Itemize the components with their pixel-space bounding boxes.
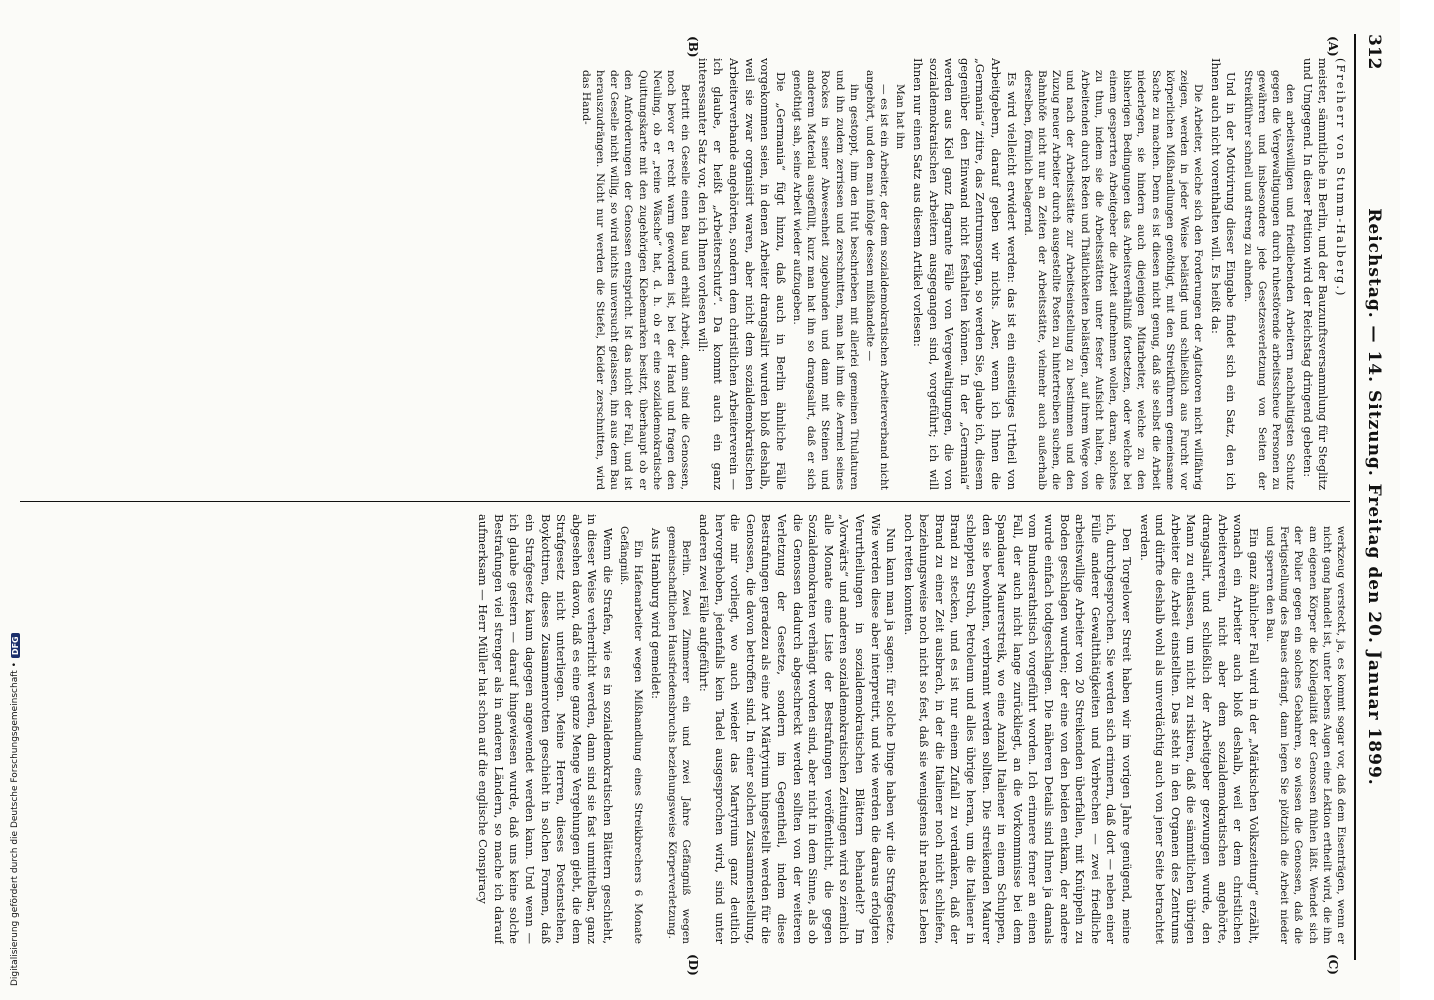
- paragraph: Aus Hamburg wird gemeldet:: [649, 528, 663, 699]
- paragraph: Die „Germania“ fügt hinzu, daß auch in Berlin ähnliche Fälle vorgekommen seien, in denen Arbeiter drangsalirt wurden bloß deshalb, weil sie zwar organisirt waren, aber nicht dem sozialdemokratischen Arbeiterverbande angehörten, sondern dem christlichen Arbeiterverein — ich glaube, er heißt „Arbeiterschutz“. Da kommt auch ein ganz interessanter Satz vor, den ich Ihnen vorlesen will:: [695, 58, 788, 490]
- dfg-logo: DFG: [11, 633, 20, 658]
- paragraph: Nun kann man ja sagen: für solche Dinge haben wir die Strafgesetze. Wie werden diese aber interpretirt, und wie werden die daraus erfolgten Verurtheilungen in sozialdemokratischen Blättern behandelt? Im „Vorwärts“ und anderen sozialdemokratischen Zeitungen wird so ziemlich alle Monate eine Liste der Bestrafungen veröffentlicht, die gegen Sozialdemokraten verhängt worden sind, aber nicht in dem Sinne, als ob die Genossen dadurch abgeschreckt werden sollten von der weiteren Verletzung der Gesetze, sondern im Gegentheil, indem diese Bestrafungen geradezu als eine Art Märtyrium hingestellt werden für die Genossen, die davon betroffen sind. In einer solchen Zusammenstellung, die mir vorliegt, wo auch wieder das Martyrium ganz deutlich hervorgehoben, jedenfalls kein Tadel ausgesprochen wird, sind unter anderen zwei Fälle aufgeführt:: [697, 514, 899, 944]
- paragraph: Ein ganz ähnlicher Fall wird in der „Märkischen Volkszeitung“ erzählt, wonach ein Arbeiter auch bloß deshalb, weil er dem christlichen Arbeiterverein, nicht aber dem sozialdemokratischen angehörte, drangsalirt, und schließlich der Arbeitgeber gezwungen wurde, den Mann zu entlassen, um nicht zu riskiren, daß die sämmtlichen übrigen Arbeiter die Arbeit einstellten. Das steht in den Organen des Zentrums und dürfte deshalb wohl als unverdächtig auch von jener Seite betrachtet werden.: [1137, 514, 1261, 944]
- paragraph: Den Torgelower Streit haben wir im vorigen Jahre genügend, meine ich, durchgesprochen. Sie werden sich erinnern, daß dort — neben einer Fülle anderer Gewaltthätigkeiten und Verbrechen — zwei friedliche arbeitswillige Arbeiter von 20 Streikenden überfallen, mit Knüppeln zu Boden geschlagen wurden; der eine von den beiden entkam, der andere wurde einfach todtgeschlagen. Die näheren Details sind Ihnen ja damals vom Bundesrathstisch vorgeführt worden. Ich erinnere ferner an einen Fall, der auch nicht lange zurückliegt, an die Vorkommnisse bei dem Spandauer Maurerstreik, wo eine Anzahl Italiener in einem Schuppen, den sie bewohnten, verbrannt werden sollten. Die streikenden Maurer schleppten Stroh, Petroleum und alles übrige heran, um die Italiener in Brand zu stecken, und es ist nur einem Zufall zu verdanken, daß der Brand zu einer Zeit ausbrach, in der die Italiener noch nicht schliefen, beziehungsweise noch nicht so fest, daß sie wenigstens ihr nacktes Leben noch retten konnten.: [901, 514, 1135, 944]
- margin-marker-c: (C): [1326, 954, 1340, 975]
- paragraph: Wenn die Strafen, wie es in sozialdemokratischen Blättern geschieht, in dieser Weise verherrlicht werden, dann sind sie fast unmittelbar, ganz abgesehen davon, daß es eine ganze Menge Vergehungen giebt, die dem Strafgesetz nicht unterliegen. Meine Herren, dieses Postenstehen, Boykottiren, dieses Zusammenrotten geschieht in solchen Formen, daß ein Strafgesetz kaum dagegen angewendet werden kann. Und wenn — ich glaube gestern — darauf hingewiesen wurde, daß uns keine solche Bestrafungen viel strenger als in anderen Ländern, so mache ich darauf aufmerksam — Herr Müller hat schon auf die englische Conspiracy: [476, 514, 615, 944]
- paragraph: meister, sämmtliche in Berlin, und der Bauzunftsversammlung für Steglitz und Umgegend. In dieser Petition wird der Reichstag dringend gebeten:: [1300, 58, 1331, 490]
- right-column: [20, 514, 1348, 944]
- margin-marker-a: (A): [1326, 36, 1340, 57]
- paragraph: Und in der Motivirung dieser Eingabe findet sich ein Satz, den ich Ihnen auch nicht vorenthalten will. Es heißt da:: [1208, 58, 1239, 490]
- quote-paragraph: Ein Hafenarbeiter wegen Mißhandlung eines Streikbrechers 6 Monate Gefängniß.: [618, 526, 645, 944]
- left-column: [20, 58, 1348, 490]
- quote-paragraph: Betritt ein Geselle einen Bau und erhält Arbeit, dann sind die Genossen, noch bevor er recht warm geworden ist, bei der Hand und fragen den Neuling, ob er „reine Wäsche“ hat, d. h. ob er eine sozialdemokratische Quittungskarte mit den zugehörigen Klebemarken besitzt, überhaupt ob er den Anforderungen der Genossen entspricht. Ist das nicht der Fall, und ist der Geselle nicht willig, so wird nichts unversucht gelassen, ihn aus dem Bau herauszudrängen. Nicht nur werden die Stiefel, Kleider zerschnitten, wird das Hand-: [579, 70, 692, 490]
- quote-paragraph: Die Arbeiter, welche sich den Forderungen der Agitatoren nicht willfährig zeigen, werden in jeder Weise belästigt und schließlich aus Furcht vor körperlichen Mißhandlungen genöthigt, mit den Streikführern gemeinsame Sache zu machen. Denn es ist diesen nicht genug, daß sie selbst die Arbeit niederlegen, sie hindern auch diejenigen Mitarbeiter, welche zu den bisherigen Bedingungen das Arbeitsverhältniß fortsetzen, oder welche bei einem gesperrten Arbeitgeber die Arbeit aufnehmen wollen, daran, solches zu thun, indem sie die Arbeitsstätten unter fester Aufsicht halten, die Arbeitenden durch Reden und Thätlichkeiten belästigen, auf ihrem Wege von und nach der Arbeitsstätte zur Arbeitseinstellung zu bestimmen und den Zuzug neuer Arbeiter durch ausgestellte Posten zu hintertreiben suchen, die Bahnhöfe nicht nur an Zeiten der Arbeitsstätte, vielmehr auch außerhalb derselben, förmlich belagernd.: [1021, 70, 1205, 490]
- speaker-name: (Freiherr von Stumm-Halberg.): [1334, 58, 1348, 298]
- paragraph: Es wird vielleicht erwidert werden: das ist ein einseitiges Urtheil von Arbeitgebern, darauf geben wir nichts. Aber, wenn ich Ihnen die „Germania“ zitire, das Zentrumsorgan, so werden Sie, glaube ich, diesem gegenüber den Einwand nicht festhalten können. In der „Germania“ werden aus Kiel ganz flagrante Fälle von Vergewaltigungen, die von sozialdemokratischen Arbeitern ausgegangen sind, vorgeführt; ich will Ihnen nur einen Satz aus diesem Artikel vorlesen:: [911, 58, 1019, 490]
- page-header: [1354, 34, 1390, 960]
- quote-paragraph: — es ist ein Arbeiter, der dem sozialdemokratischen Arbeiterverband nicht angehört, und den man infolge dessen mißhandelte —: [864, 70, 891, 490]
- quote-paragraph: Berlin. Zwei Zimmerer ein und zwei Jahre Gefängniß wegen gemeinschaftlichen Hausfriedensbruchs beziehungsweise Körperverletzung.: [666, 526, 693, 944]
- quote-paragraph: ihn gestoppt, ihm den Hut beschrieben mit allerlei gemeinen Titulaturen und ihn zudem zerrissen und zerschnitten, man hat ihm die Aermel seines Rockes in seiner Abwesenheit zugebunden und dann mit Steinen und anderem Material ausgefüllt, kurz man hat ihn so drangsalirt, daß er sich genöthigt sah, seine Arbeit wieder aufzugeben.: [791, 70, 860, 490]
- margin-marker-d: (D): [686, 954, 700, 976]
- digitization-credit: [6, 594, 24, 986]
- quote-paragraph: Man hat ihn: [894, 84, 907, 150]
- page-title: Reichstag. — 14. Sitzung. Freitag den 20. Januar 1899.: [1364, 208, 1384, 786]
- credit-text: Digitalisierung gefördert durch die Deutsche Forschungsgemeinschaft •: [10, 662, 20, 986]
- quote-paragraph: den arbeitswilligen und friedliebenden Arbeitern nachhaltigsten Schutz gegen die Vergewaltigungen durch ruhestörende arbeitsscheue Personen zu gewähren und insbesondere jede Gesetzesverletzung von Seiten der Streikführer schnell und streng zu ahnden.: [1241, 70, 1297, 490]
- column-divider: [20, 501, 1350, 502]
- quote-paragraph: werkzeug versteckt, ja, es kommt sogar vor, daß dem Eisenträgen, wenn er nicht gang handelt ist, unter lebens Augen eine Lektion ertheilt wird, die ihn am eigenen Körper die Kollegialität der Genossen fühlen läßt. Wendet sich der Polier gegen ein solches Gebahren, so wissen die Genossen, daß die Fertigstellung des Baues drängt, dann legen Sie plötzlich die Arbeit nieder und sperren den Bau.: [1263, 526, 1347, 944]
- page-number: 312: [1364, 34, 1384, 70]
- margin-marker-b: (B): [686, 36, 700, 58]
